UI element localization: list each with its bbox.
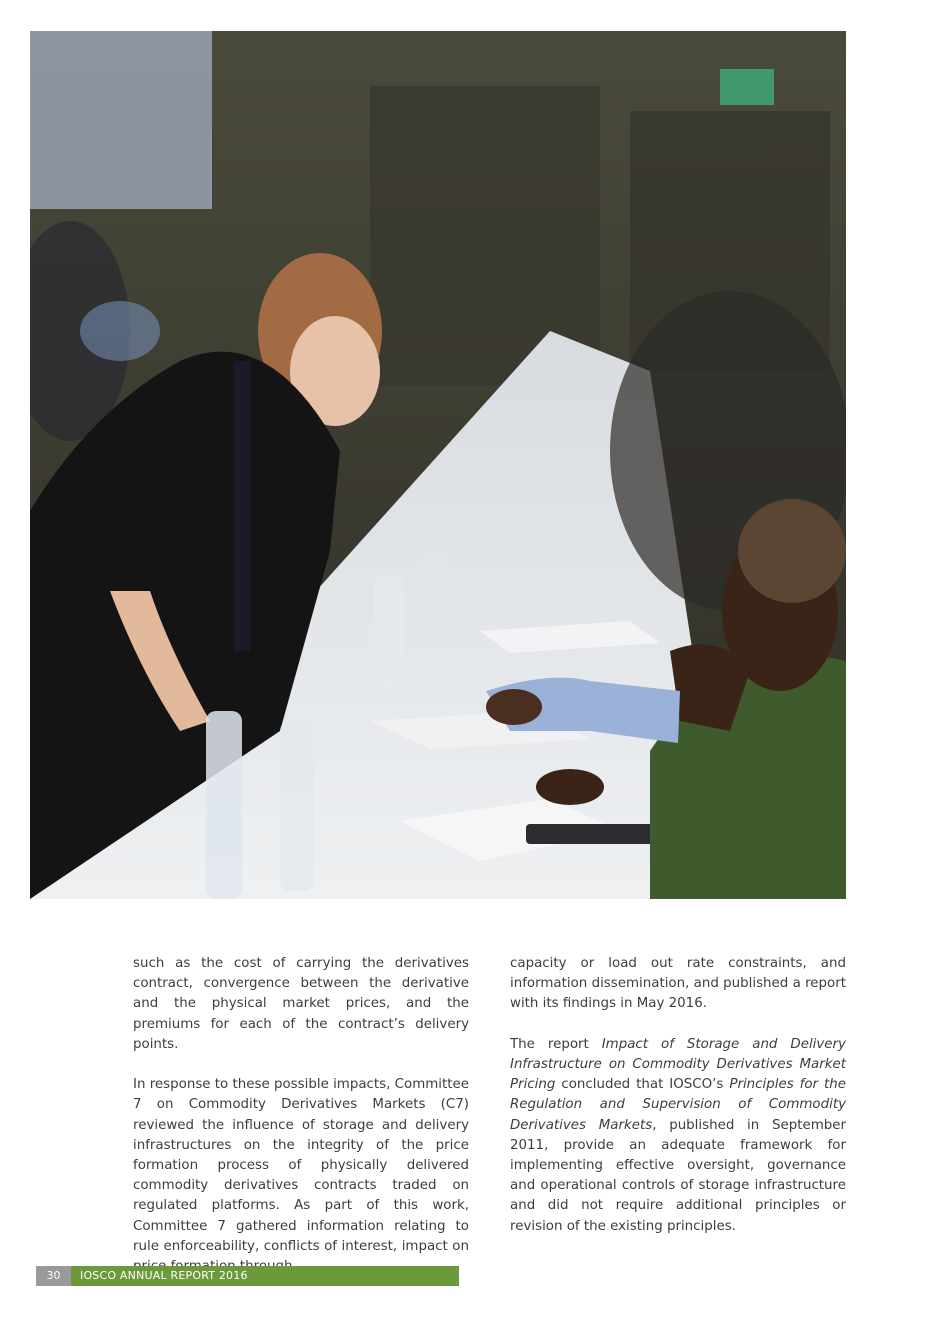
- right-paragraph-2-mid: concluded that IOSCO’s: [555, 1077, 730, 1093]
- right-paragraph-1: capacity or load out rate constraints, and information dissemination, and published a report with its findings in May 2016.: [510, 956, 846, 1012]
- left-paragraph-1: such as the cost of carrying the derivatives contract, convergence between the derivative and the physical market prices, and the premiums for each of the contract’s delivery points.: [133, 956, 469, 1052]
- photo-illustration: [30, 31, 846, 899]
- left-paragraph-2: In response to these possible impacts, Committee 7 on Commodity Derivatives Markets (C7) reviewed the influence of storage and delivery infrastructures on the integrity of the price formation process of physically delivered commodity derivatives contracts traded on regulated platforms. As part of this work, Committee 7 gathered information relating to rule enforceability, conflicts of interest, impact on: [133, 1077, 469, 1254]
- right-paragraph-2-intro: The report: [510, 1036, 602, 1052]
- right-paragraph-2: [510, 1035, 846, 1237]
- right-paragraph-2-end: , published in September 2011, provide an adequate framework for implementing effective oversight, governance and operational controls of storage infrastructure and did not require additional principles or revision of the existing principles.: [510, 1117, 846, 1234]
- report-title: Impact of Storage and Delivery Infrastructure on Commodity Derivatives Market Pricing: [510, 1036, 846, 1093]
- body-left-column: [133, 954, 469, 1297]
- principles-title: Principles for the Regulation and Supervision of Commodity Derivatives Markets: [510, 1077, 846, 1133]
- body-right-column: [510, 954, 846, 1257]
- conference-photo: [30, 31, 846, 899]
- page-number: 30: [36, 1266, 71, 1286]
- footer-title: IOSCO ANNUAL REPORT 2016: [71, 1266, 459, 1286]
